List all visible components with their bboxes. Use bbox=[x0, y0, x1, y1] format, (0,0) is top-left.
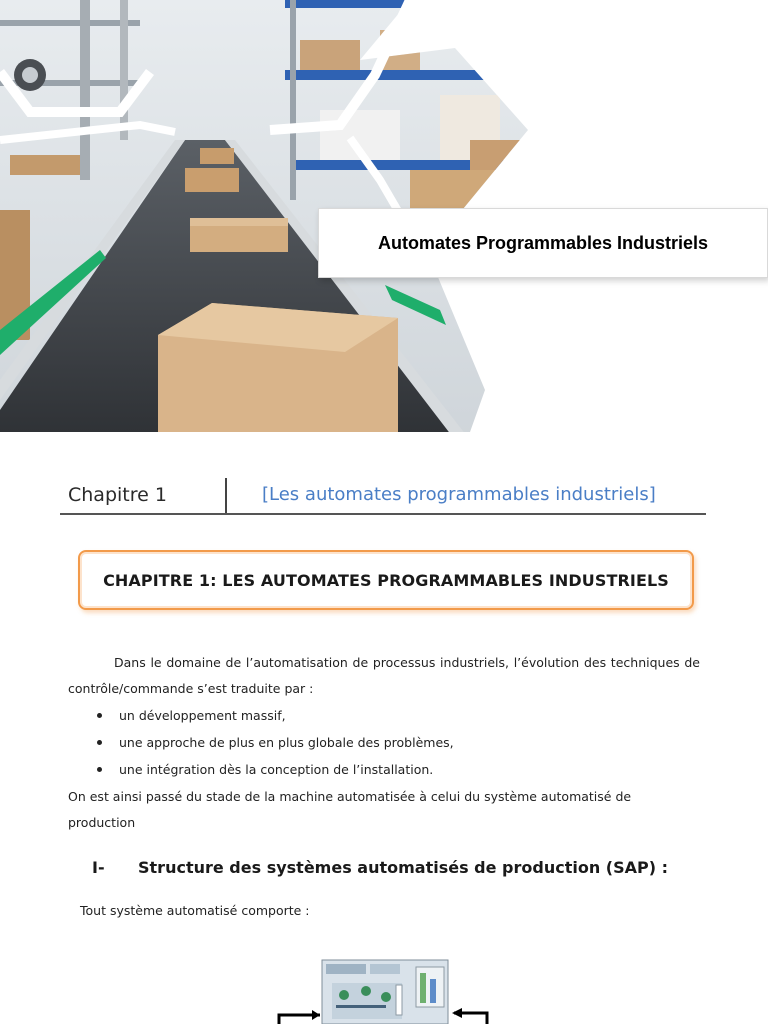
header-separator bbox=[225, 478, 227, 514]
conclusion-paragraph: On est ainsi passé du stade de la machine automatisée à celui du système automatisé de production bbox=[68, 789, 632, 830]
section-heading bbox=[92, 858, 668, 877]
header-rule bbox=[60, 513, 706, 515]
bullet-list bbox=[95, 702, 454, 783]
sap-structure-diagram bbox=[276, 955, 490, 1024]
intro-paragraph bbox=[68, 650, 700, 702]
hero-banner bbox=[0, 0, 768, 440]
intro-paragraph-text: Dans le domaine de l’automatisation de processus industriels, l’évolution des techniques de contrôle/commande s’est traduite par : bbox=[68, 655, 700, 696]
list-item: une approche de plus en plus globale des problèmes, bbox=[95, 729, 454, 756]
control-panel-image bbox=[322, 960, 448, 1024]
document-header bbox=[60, 476, 706, 516]
hero-title-box bbox=[318, 208, 768, 278]
chapter-title: CHAPITRE 1: LES AUTOMATES PROGRAMMABLES INDUSTRIELS bbox=[103, 570, 669, 590]
chapter-title-box bbox=[78, 550, 694, 610]
list-item: une intégration dès la conception de l’installation. bbox=[95, 756, 454, 783]
section-title: Structure des systèmes automatisés de production (SAP) : bbox=[138, 858, 669, 877]
section-intro: Tout système automatisé comporte : bbox=[80, 903, 310, 918]
chapter-label: Chapitre 1 bbox=[68, 484, 167, 506]
section-number: I- bbox=[92, 858, 105, 877]
hero-title: Automates Programmables Industriels bbox=[377, 232, 709, 253]
list-item: un développement massif, bbox=[95, 702, 454, 729]
chapter-topic: [Les automates programmables industriels] bbox=[262, 484, 656, 505]
